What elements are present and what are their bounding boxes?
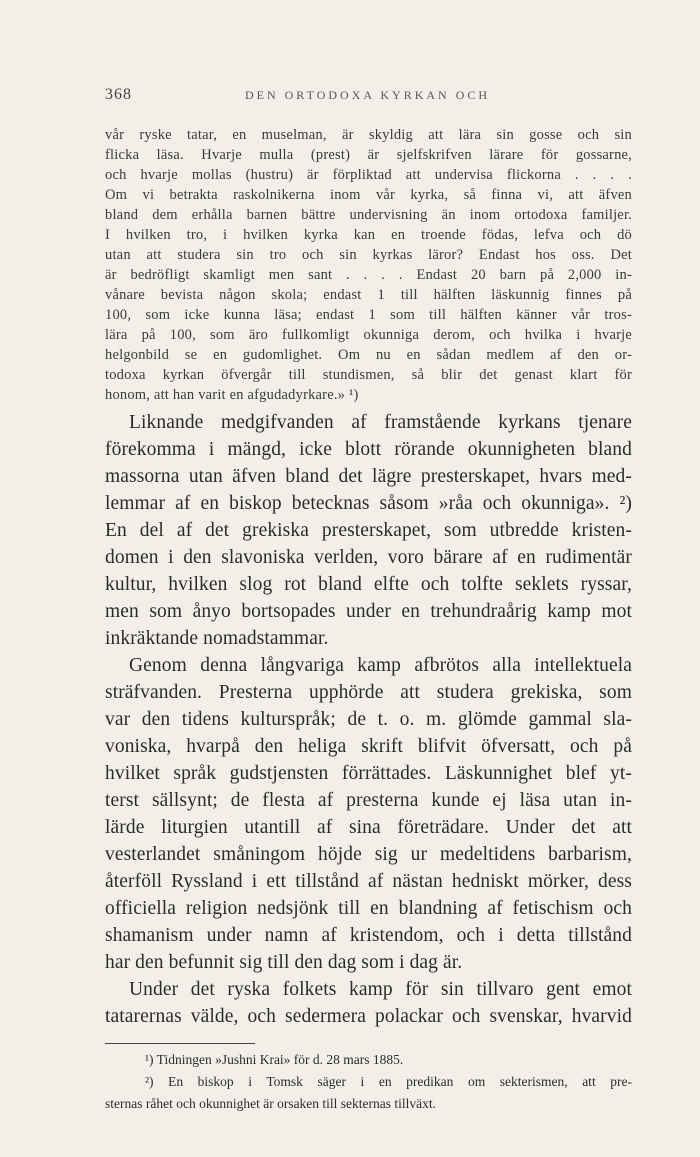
quote-line: 100, som icke kunna läsa; endast 1 som till hälften känner vår tros- xyxy=(105,307,632,323)
page-number: 368 xyxy=(105,86,132,103)
body-line: Genom denna långvariga kamp afbrötos alla intellektuela xyxy=(129,655,632,676)
body-line: domen i den slavoniska verlden, voro bärare af en rudimentär xyxy=(105,547,632,568)
body-line: har den befunnit sig till den dag som i dag är. xyxy=(105,952,463,973)
page-header xyxy=(105,86,630,108)
quote-line: honom, att han varit en afgudadyrkare.» ¹) xyxy=(105,387,359,403)
body-line: var den tidens kulturspråk; de t. o. m. glömde gammal sla- xyxy=(105,709,632,730)
quote-line: Om vi betrakta raskolnikerna inom vår kyrka, så finna vi, att äfven xyxy=(105,187,632,203)
quote-line: bland dem erhålla barnen bättre undervisning än inom ortodoxa familjer. xyxy=(105,207,632,223)
quote-line: vånare bevista någon skola; endast 1 till hälften läskunnig finnes på xyxy=(105,287,632,303)
body-line: terst sällsynt; de flesta af presterna kunde ej läsa utan in- xyxy=(105,790,632,811)
body-line: lärde liturgien utantill af sina företrädare. Under det att xyxy=(105,817,632,838)
quote-line: vår ryske tatar, en muselman, är skyldig att lära sin gosse och sin xyxy=(105,127,632,143)
body-line: voniska, hvarpå den heliga skrift blifvit öfversatt, och på xyxy=(105,736,632,757)
quote-line: är bedröfligt skamligt men sant . . . . Endast 20 barn på 2,000 in- xyxy=(105,267,632,283)
footnote: ²) En biskop i Tomsk säger i en predikan om sekterismen, att pre- xyxy=(145,1074,632,1089)
body-line: massorna utan äfven bland det lägre presterskapet, hvars med- xyxy=(105,466,632,487)
running-title: DEN ORTODOXA KYRKAN OCH xyxy=(244,88,491,102)
quote-line: flicka läsa. Hvarje mulla (prest) är sjelfskrifven lärare för gossarne, xyxy=(105,147,632,163)
body-line: men som ånyo bortsopades under en trehundraårig kamp mot xyxy=(105,601,632,622)
footnote: sternas råhet och okunnighet är orsaken till sekternas tillväxt. xyxy=(105,1096,437,1111)
body-line: återföll Ryssland i ett tillstånd af nästan hedniskt mörker, dess xyxy=(105,871,632,892)
body-line: inkräktande nomadstammar. xyxy=(105,628,329,649)
body-line: Under det ryska folkets kamp för sin tillvaro gent emot xyxy=(129,979,632,1000)
body-line: lemmar af en biskop betecknas såsom »råa och okunniga». ²) xyxy=(105,493,632,514)
body-line: En del af det grekiska presterskapet, som utbredde kristen- xyxy=(105,520,632,541)
body-line: hvilket språk gudstjensten förrättades. Läskunnighet blef yt- xyxy=(105,763,632,784)
quote-line: helgonbild se en gudomlighet. Om nu en sådan medlem af den or- xyxy=(105,347,632,363)
footnote: ¹) Tidningen »Jushni Krai» för d. 28 mars 1885. xyxy=(145,1052,404,1067)
body-line: förekomma i mängd, icke blott rörande okunnigheten bland xyxy=(105,439,632,460)
quote-line: I hvilken tro, i hvilken kyrka kan en troende födas, lefva och dö xyxy=(105,227,632,243)
body-line: officiella religion nedsjönk till en blandning af fetischism och xyxy=(105,898,632,919)
body-line: sträfvanden. Presterna upphörde att studera grekiska, som xyxy=(105,682,632,703)
footnote-rule xyxy=(105,1043,255,1044)
quote-line: och hvarje mollas (hustru) är förpliktad att undervisa flickorna . . . . xyxy=(105,167,632,183)
body-line: tatarernas välde, och sedermera polackar och svenskar, hvarvid xyxy=(105,1006,632,1027)
quote-line: todoxa kyrkan öfvergår till stundismen, så blir det genast klart för xyxy=(105,367,632,383)
body-line: shamanism under namn af kristendom, och i detta tillstånd xyxy=(105,925,632,946)
body-line: vesterlandet småningom höjde sig ur medeltidens barbarism, xyxy=(105,844,632,865)
body-line: Liknande medgifvanden af framstående kyrkans tjenare xyxy=(129,412,632,433)
body-line: kultur, hvilken slog rot bland elfte och tolfte seklets ryssar, xyxy=(105,574,632,595)
quote-line: utan att studera sin tro och sin kyrkas läror? Endast hos oss. Det xyxy=(105,247,632,263)
quote-line: lära på 100, som äro fullkomligt okunniga derom, och hvilka i hvarje xyxy=(105,327,632,343)
